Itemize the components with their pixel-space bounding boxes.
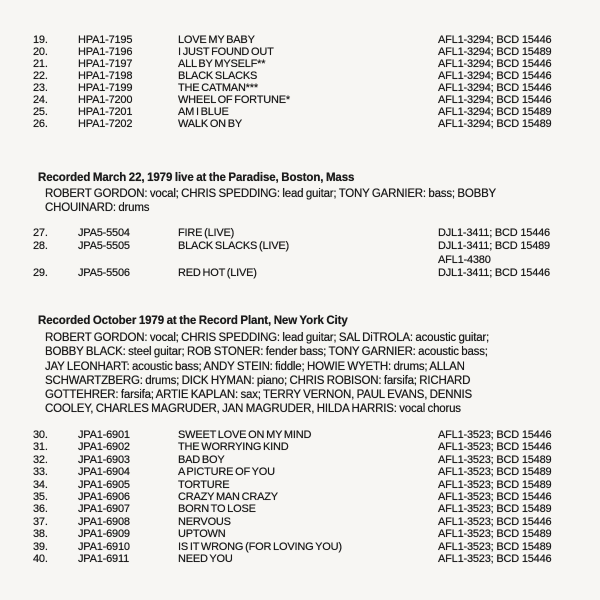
personnel-line: ROBERT GORDON: vocal; CHRIS SPEDDING: lead guitar; TONY GARNIER: bass; BOBBY [45,188,497,200]
track-number: 29. [33,266,48,279]
release-ref: AFL1-3294; BCD 15446 [438,82,552,94]
release-ref: DJL1-3411; BCD 15446 [438,266,550,279]
release-refs [438,82,598,94]
track-title: WALK ON BY [178,118,243,130]
track-title: NERVOUS [178,515,231,528]
release-refs [438,267,598,280]
matrix-number: JPA5-5504 [78,227,130,239]
track-row [0,94,600,106]
personnel-line: BOBBY BLACK: steel guitar; ROB STONER: fender bass; TONY GARNIER: acoustic bass; [45,346,488,359]
personnel-credits [45,187,600,216]
track-title: BLACK SLACKS (LIVE) [178,240,289,253]
release-refs [438,503,598,515]
release-refs [438,240,598,267]
track-row [0,479,600,491]
release-ref: AFL1-3523; BCD 15489 [438,478,552,491]
release-ref: AFL1-3294; BCD 15446 [438,34,552,46]
release-ref: DJL1-3411; BCD 15489 [438,240,550,253]
release-refs [438,516,598,528]
track-title: LOVE MY BABY [178,34,255,46]
track-row [0,553,600,565]
release-refs [438,553,598,565]
track-number: 40. [33,553,48,566]
release-ref: AFL1-3294; BCD 15446 [438,70,552,82]
track-row [0,267,600,280]
personnel-line: CHOUINARD: drums [45,202,150,215]
release-ref: AFL1-3523; BCD 15446 [438,491,552,504]
track-row [0,528,600,540]
matrix-number: JPA1-6909 [78,528,130,541]
track-title: NEED YOU [178,553,233,566]
track-title: FIRE (LIVE) [178,227,235,239]
track-title: SWEET LOVE ON MY MIND [178,429,312,441]
track-number: 34. [33,478,48,491]
track-number: 37. [33,515,48,528]
matrix-number: HPA1-7202 [78,118,133,130]
personnel-line: SCHWARTZBERG: drums; DICK HYMAN: piano; CHRIS ROBISON: farsifa; RICHARD [45,374,471,387]
matrix-number: HPA1-7197 [78,58,133,70]
track-number: 21. [33,58,48,70]
track-title: IS IT WRONG (FOR LOVING YOU) [178,540,342,553]
release-refs [438,34,598,46]
matrix-number: JPA1-6908 [78,515,130,528]
track-title: BAD BOY [178,453,225,466]
release-ref: AFL1-3523; BCD 15489 [438,453,552,466]
track-title: THE WORRYING KIND [178,441,289,454]
track-number: 23. [33,82,48,94]
release-ref: AFL1-3523; BCD 15489 [438,540,552,553]
track-number: 25. [33,106,48,118]
release-ref: AFL1-3523; BCD 15489 [438,503,552,516]
release-ref: AFL1-3523; BCD 15446 [438,553,552,566]
session-heading: Recorded October 1979 at the Record Plant, New York City [38,315,348,327]
track-title: BLACK SLACKS [178,70,258,82]
track-row [0,541,600,553]
release-ref: AFL1-3294; BCD 15446 [438,94,552,106]
track-row [0,118,600,130]
track-title: THE CATMAN*** [178,82,258,94]
track-row [0,58,600,70]
track-number: 27. [33,227,48,239]
track-number: 26. [33,118,48,130]
matrix-number: JPA1-6904 [78,466,130,479]
track-number: 38. [33,528,48,541]
session-heading: Recorded March 22, 1979 live at the Paradise, Boston, Mass [38,172,355,184]
matrix-number: JPA1-6910 [78,540,130,553]
track-row [0,227,600,240]
release-refs [438,106,598,118]
matrix-number: JPA1-6911 [78,553,129,566]
personnel-line: ROBERT GORDON: vocal; CHRIS SPEDDING: lead guitar; SAL DiTROLA: acoustic guitar; [45,332,490,344]
release-refs [438,58,598,70]
track-row [0,34,600,46]
track-row [0,516,600,528]
track-number: 30. [33,429,48,441]
release-ref: AFL1-3523; BCD 15489 [438,528,552,541]
track-title: RED HOT (LIVE) [178,266,257,279]
personnel-credits [45,331,600,417]
release-refs [438,466,598,478]
track-number: 36. [33,503,48,516]
track-row [0,503,600,515]
matrix-number: HPA1-7201 [78,106,133,118]
release-refs [438,491,598,503]
track-row [0,491,600,503]
track-row [0,454,600,466]
release-refs [438,541,598,553]
track-title: BORN TO LOSE [178,503,256,516]
personnel-line: GOTTEHRER: farsifa; ARTIE KAPLAN: sax; TERRY VERNON, PAUL EVANS, DENNIS [45,389,472,402]
track-list-live-session [0,227,600,280]
track-title: ALL BY MYSELF** [178,58,266,70]
release-ref: AFL1-3523; BCD 15489 [438,466,552,479]
track-number: 19. [33,34,48,46]
track-row [0,240,600,267]
track-row [0,429,600,441]
matrix-number: JPA5-5505 [78,240,130,253]
release-refs [438,118,598,130]
matrix-number: JPA1-6905 [78,478,130,491]
track-row [0,441,600,453]
track-number: 28. [33,240,48,253]
personnel-line: COOLEY, CHARLES MAGRUDER, JAN MAGRUDER, HILDA HARRIS: vocal chorus [45,403,461,416]
track-title: UPTOWN [178,528,226,541]
track-number: 31. [33,441,48,454]
track-number: 20. [33,46,48,58]
matrix-number: HPA1-7198 [78,70,133,82]
release-ref: AFL1-3294; BCD 15446 [438,58,552,70]
release-ref: AFL1-3523; BCD 15446 [438,441,552,454]
track-number: 35. [33,491,48,504]
track-number: 24. [33,94,48,106]
personnel-line: JAY LEONHART: acoustic bass; ANDY STEIN: fiddle; HOWIE WYETH: drums; ALLAN [45,360,465,373]
matrix-number: JPA1-6903 [78,453,130,466]
release-refs [438,479,598,491]
track-row [0,82,600,94]
release-ref: AFL1-3523; BCD 15446 [438,515,552,528]
release-refs [438,94,598,106]
release-ref: AFL1-3294; BCD 15489 [438,118,552,130]
matrix-number: JPA1-6901 [78,429,130,441]
track-title: AM I BLUE [178,106,229,118]
matrix-number: JPA1-6902 [78,441,130,454]
track-row [0,70,600,82]
track-number: 22. [33,70,48,82]
matrix-number: JPA1-6907 [78,503,130,516]
release-refs [438,441,598,453]
matrix-number: HPA1-7199 [78,82,133,94]
track-row [0,106,600,118]
release-refs [438,528,598,540]
release-ref: AFL1-3294; BCD 15489 [438,106,552,118]
release-ref: AFL1-3523; BCD 15446 [438,429,552,441]
track-number: 33. [33,466,48,479]
track-number: 32. [33,453,48,466]
track-row [0,46,600,58]
session-paradise-boston [0,172,600,216]
matrix-number: HPA1-7200 [78,94,133,106]
track-title: TORTURE [178,478,230,491]
track-title: I JUST FOUND OUT [178,46,274,58]
release-ref: DJL1-3411; BCD 15446 [438,227,550,239]
release-ref: AFL1-3294; BCD 15489 [438,46,552,58]
release-ref: AFL1-4380 [438,253,491,266]
matrix-number: JPA1-6906 [78,491,130,504]
track-list-record-plant-session [0,429,600,565]
release-refs [438,454,598,466]
matrix-number: JPA5-5506 [78,266,130,279]
release-refs [438,46,598,58]
track-number: 39. [33,540,48,553]
matrix-number: HPA1-7195 [78,34,133,46]
release-refs [438,227,598,240]
track-title: WHEEL OF FORTUNE* [178,94,290,106]
matrix-number: HPA1-7196 [78,46,133,58]
session-record-plant-nyc [0,315,600,417]
track-row [0,466,600,478]
release-refs [438,429,598,441]
release-refs [438,70,598,82]
track-title: A PICTURE OF YOU [178,466,275,479]
track-title: CRAZY MAN CRAZY [178,491,278,504]
track-list-studio-session [0,34,600,130]
